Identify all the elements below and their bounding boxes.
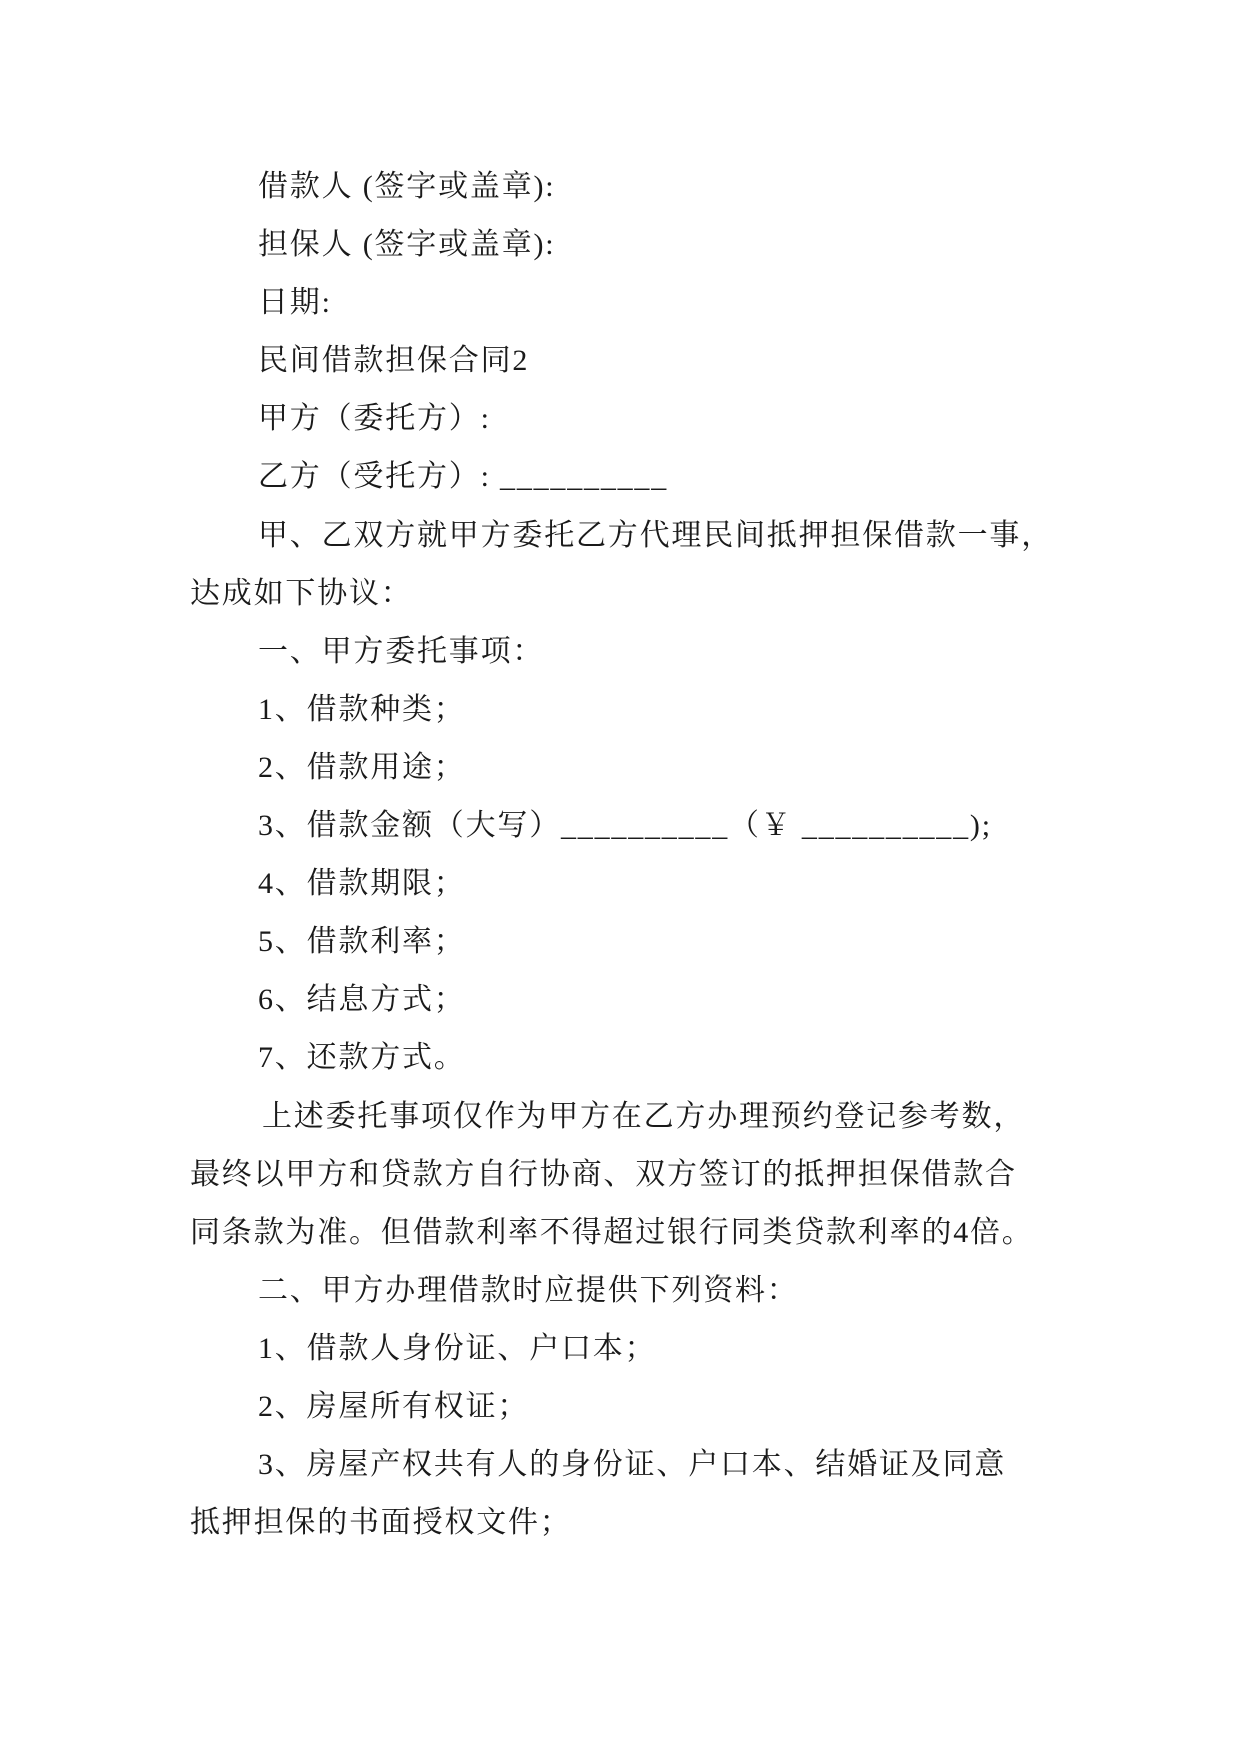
document-body [0,158,1241,1552]
intro-line: 甲、乙双方就甲方委托乙方代理民间抵押担保借款一事， [258,518,1053,552]
section1-item: 6、结息方式； [258,983,466,1017]
section1-heading: 一、甲方委托事项： [258,634,545,668]
section2-item: 2、房屋所有权证； [258,1389,530,1423]
section2-item: 3、房屋产权共有人的身份证、户口本、结婚证及同意 [258,1448,1007,1482]
contract-title: 民间借款担保合同2 [258,344,530,378]
borrower-signature-line: 借款人 (签字或盖章): [258,170,556,203]
section1-item: 7、还款方式。 [258,1041,466,1075]
section2-item-continuation: 抵押担保的书面授权文件； [190,1506,572,1540]
section1-item: 5、借款利率； [258,925,466,959]
section2-item: 1、借款人身份证、户口本； [258,1331,657,1365]
note-line: 同条款为准。但借款利率不得超过银行同类贷款利率的4倍。 [190,1215,1034,1249]
section2-heading: 二、甲方办理借款时应提供下列资料： [258,1273,799,1307]
intro-line: 达成如下协议： [190,576,413,610]
guarantor-signature-line: 担保人 (签字或盖章): [258,228,556,262]
section1-item: 2、借款用途； [258,750,466,784]
note-line: 最终以甲方和贷款方自行协商、双方签订的抵押担保借款合 [190,1157,1017,1191]
section1-item: 1、借款种类； [258,692,466,726]
date-line: 日期: [258,286,332,320]
party-a-line: 甲方（委托方）: [258,402,491,436]
note-line: 上述委托事项仅作为甲方在乙方办理预约登记参考数， [262,1099,1026,1133]
section1-item: 3、借款金额（大写）__________（￥ __________); [258,809,992,843]
party-b-line: 乙方（受托方）: __________ [258,460,669,494]
section1-item: 4、借款期限； [258,867,466,901]
